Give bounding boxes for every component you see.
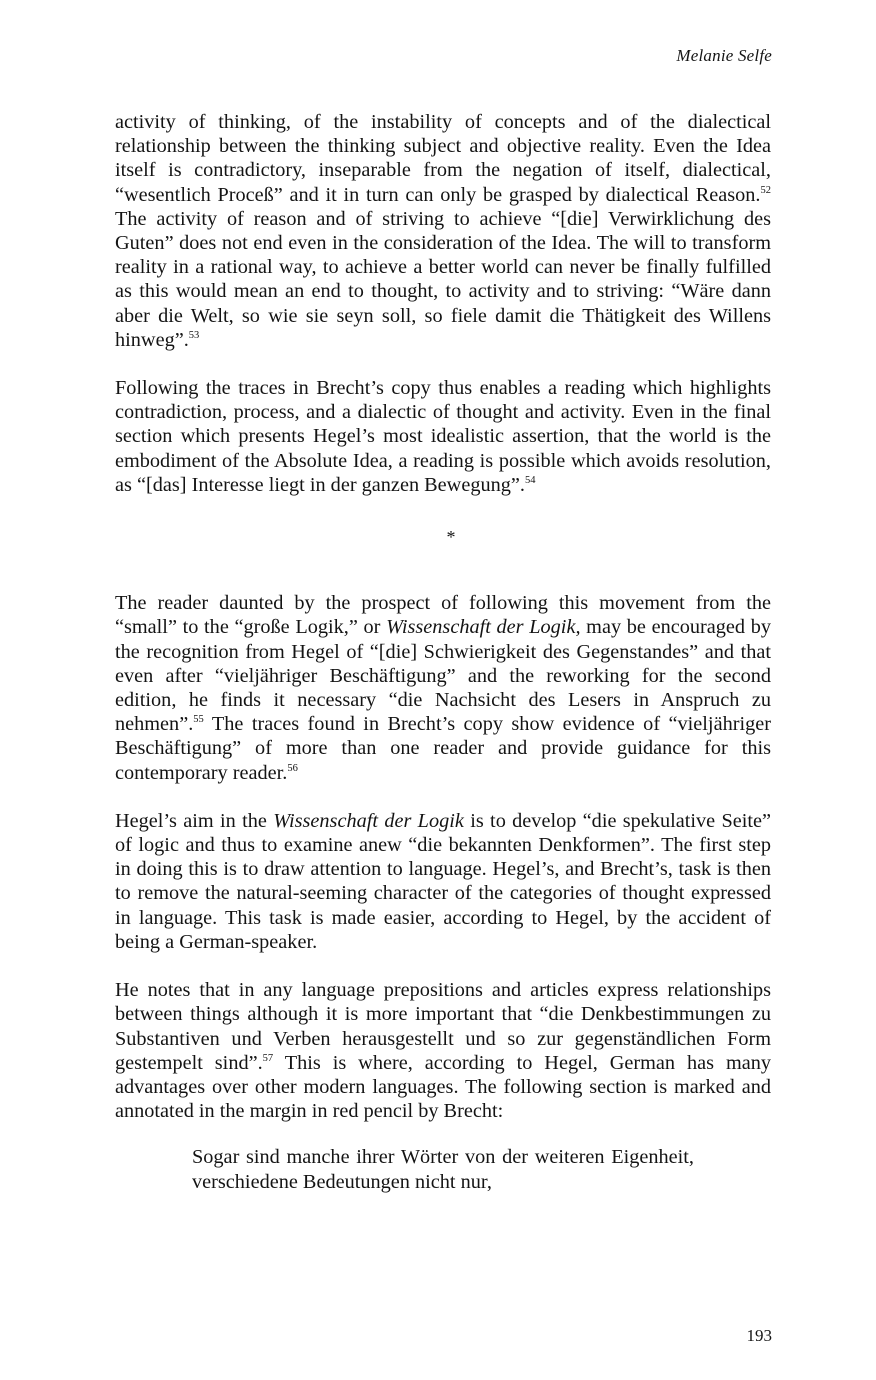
- text-run: The activity of reason and of striving to achieve “[die] Verwirklichung des Guten” does not end even in the consideration of the Idea. The will to transform reality in a rational way, to achieve a better world can never be finally fulfilled as this would mean an end to thought, to activity and to striving: “Wäre dann aber die Welt, so wie sie seyn soll, so fiele damit die Thätigkeit des Willens hinweg”.: [115, 207, 771, 351]
- text-run: Following the traces in Brecht’s copy thus enables a reading which highlights contradiction, process, and a dialectic of thought and activity. Even in the final section which presents Hegel’s most idealistic assertion, that the world is the embodiment of the Absolute Idea, a reading is possible which avoids resolution, as “[das] Interesse liegt in der ganzen Bewegung”.: [115, 377, 771, 496]
- text-run: The reader daunted by the prospect of following this movement from the “small” to the “große Logik,” or: [115, 592, 771, 639]
- page-number: 193: [746, 1326, 772, 1345]
- footnote-ref[interactable]: 53: [188, 329, 200, 341]
- italic-title: Wissenschaft der Logik,: [386, 616, 581, 639]
- text-run: Hegel’s aim in the: [115, 809, 274, 832]
- text-run: may be encouraged by the recognition from Hegel of “[die] Schwierigkeit des Gegenstandes” and that even after “vieljähriger Beschäftigung” and the reworking for the second edition, he finds it necessary “die Nachsicht des Lesers in Anspruch zu nehmen”.: [115, 616, 771, 736]
- footnote-ref[interactable]: 57: [262, 1052, 274, 1064]
- italic-title: Wissenschaft der Logik: [273, 809, 464, 832]
- paragraph-5: [115, 978, 771, 1123]
- footnote-ref[interactable]: 54: [524, 474, 536, 486]
- text-run: activity of thinking, of the instability of concepts and of the dialectical relationship between the thinking subject and objective reality. Even the Idea itself is contradictory, inseparable from the negation of itself, dialectical, “wesentlich Proceß” and it in turn can only be grasped by dialectical Reason.: [115, 111, 771, 206]
- paragraph-1: [115, 110, 771, 352]
- paragraph-2: [115, 376, 771, 497]
- paragraph-4: [115, 809, 771, 954]
- text-run: He notes that in any language prepositions and articles express relationships between things although it is more important that “die Denkbestimmungen zu Substantiven und Verben herausgestellt und so zur gegenständlichen Form gestempelt sind”.: [115, 979, 771, 1074]
- footnote-ref[interactable]: 52: [760, 184, 771, 196]
- separator-asterisk: *: [446, 527, 456, 548]
- main-text: [115, 110, 771, 1194]
- footnote-ref[interactable]: 56: [287, 762, 298, 774]
- footnote-ref[interactable]: 55: [193, 714, 204, 726]
- running-head: Melanie Selfe: [676, 46, 772, 65]
- text-run: The traces found in Brecht’s copy show evidence of “vieljähriger Beschäftigung” of more than one reader and provide guidance for this contemporary reader.: [115, 713, 771, 784]
- section-separator: [115, 525, 771, 549]
- block-quote: Sogar sind manche ihrer Wörter von der weiteren Eigenheit, verschiedene Bedeutungen nicht nur,: [192, 1146, 694, 1193]
- text-run: is to develop “die spekulative Seite” of logic and thus to examine anew “die bekannten Denkformen”. The first step in doing this is to draw attention to language. Hegel’s, and Brecht’s, task is then to remove the natural-seeming character of the categories of thought expressed in language. This task is made easier, according to Hegel, by the accident of being a German-speaker.: [115, 809, 772, 953]
- text-run: This is where, according to Hegel, German has many advantages over other modern languages. The following section is marked and annotated in the margin in red pencil by Brecht:: [115, 1051, 771, 1123]
- paragraph-3: [115, 591, 771, 785]
